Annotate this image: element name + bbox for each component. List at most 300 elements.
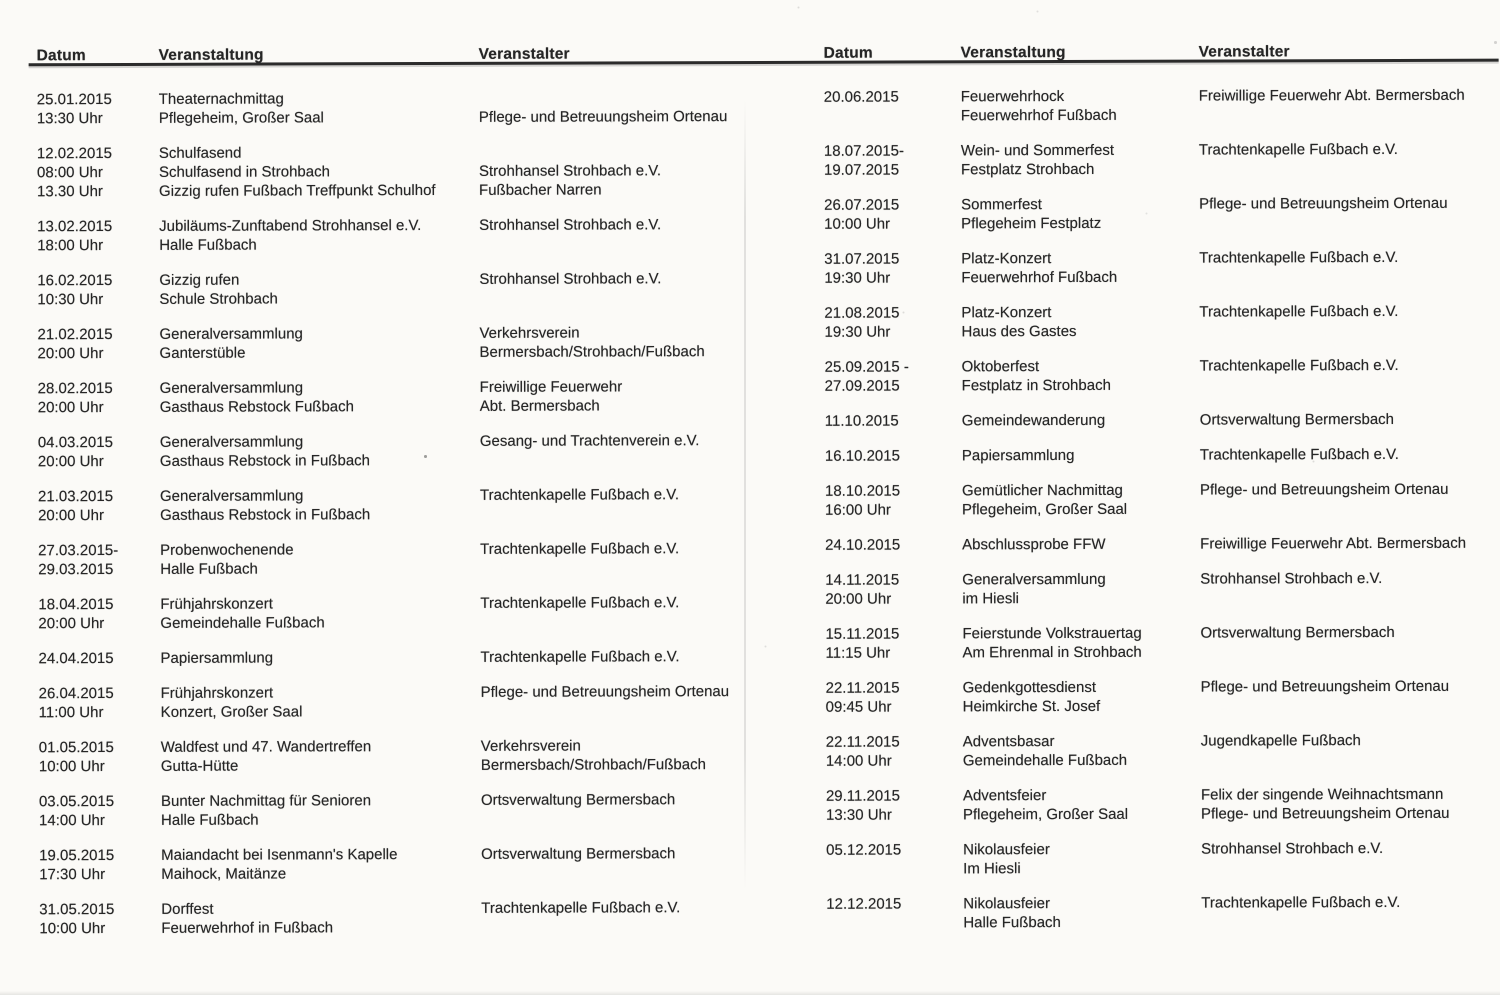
- entry-line: 13:30 Uhr: [36, 110, 103, 128]
- entry-line: Pflegeheim, Großer Saal: [962, 500, 1128, 519]
- veranstaltung-cell: [961, 195, 1199, 234]
- entry-line: [1199, 321, 1492, 341]
- entry-line: Theaternachmittag: [158, 90, 284, 108]
- event-entry: [39, 898, 755, 938]
- table-entries: [37, 88, 756, 938]
- veranstalter-cell: [1199, 302, 1492, 341]
- veranstalter-cell: [480, 485, 754, 524]
- veranstalter-cell: [1199, 248, 1492, 287]
- entry-line: [1199, 105, 1492, 125]
- event-entry: [826, 785, 1494, 825]
- entry-line: Gedenkgottesdienst: [962, 678, 1097, 697]
- entry-line: 17:30 Uhr: [39, 866, 106, 884]
- event-entry: [39, 790, 755, 830]
- entry-line: Frühjahrskonzert: [160, 595, 273, 613]
- veranstaltung-cell: [161, 899, 481, 938]
- event-entry: [39, 844, 755, 884]
- entry-line: 10:00 Uhr: [39, 920, 106, 938]
- entry-line: Ortsverwaltung Bermersbach: [1199, 410, 1395, 429]
- table-entries: [824, 86, 1495, 933]
- entry-line: [1199, 213, 1492, 233]
- datum-cell: [824, 141, 961, 179]
- veranstalter-cell: [479, 88, 753, 127]
- events-table-first-half: [37, 45, 756, 954]
- entry-line: Heimkirche St. Josef: [962, 697, 1101, 716]
- datum-cell: [825, 446, 962, 465]
- veranstalter-cell: [1200, 445, 1493, 465]
- event-entry: [38, 539, 754, 579]
- datum-cell: [825, 624, 962, 662]
- entry-line: 14:00 Uhr: [38, 812, 105, 830]
- entry-line: 19:30 Uhr: [824, 323, 891, 341]
- entry-line: 31.05.2015: [39, 900, 115, 919]
- datum-cell: [37, 217, 159, 255]
- entry-line: 11:15 Uhr: [825, 644, 891, 662]
- entry-line: Pflegeheim Festplatz: [961, 214, 1102, 233]
- event-entry: [38, 431, 754, 471]
- event-entry: [39, 682, 755, 722]
- datum-cell: [826, 840, 963, 878]
- datum-cell: [825, 535, 962, 554]
- entry-line: 04.03.2015: [37, 434, 113, 452]
- veranstalter-cell: [1199, 140, 1492, 179]
- entry-line: Schulfasend in Strohbach: [158, 163, 330, 181]
- entry-line: Ortsverwaltung Bermersbach: [1200, 623, 1395, 642]
- veranstaltung-cell: [962, 570, 1200, 609]
- event-entry: [825, 356, 1493, 396]
- entry-line: Freiwillige Feuerwehr Abt. Bermersbach: [1198, 86, 1465, 105]
- entry-line: Gizzig rufen Fußbach Treffpunkt Schulhof: [159, 181, 436, 200]
- entry-line: Generalversammlung: [159, 379, 304, 397]
- entry-line: Gizzig rufen: [159, 271, 240, 289]
- entry-line: Trachtenkapelle Fußbach e.V.: [480, 540, 680, 558]
- event-entry: [824, 194, 1492, 234]
- entry-line: im Hiesli: [962, 590, 1020, 608]
- entry-line: 16.10.2015: [824, 447, 900, 465]
- veranstaltung-cell: [161, 791, 481, 830]
- entry-line: 10:00 Uhr: [38, 758, 105, 776]
- entry-line: 20:00 Uhr: [38, 507, 104, 525]
- entry-line: 15.11.2015: [825, 625, 900, 643]
- entry-line: 25.01.2015: [36, 91, 112, 109]
- entry-line: Papiersammlung: [961, 446, 1075, 465]
- entry-line: Waldfest und 47. Wandertreffen: [160, 738, 372, 756]
- veranstalter-cell: [1201, 731, 1494, 770]
- entry-line: Frühjahrskonzert: [160, 684, 274, 702]
- entry-line: Trachtenkapelle Fußbach e.V.: [1199, 302, 1399, 321]
- event-entry: [37, 142, 753, 201]
- entry-line: [1200, 642, 1493, 662]
- entry-line: Generalversammlung: [962, 570, 1106, 589]
- veranstaltung-cell: [962, 624, 1200, 663]
- veranstalter-cell: [1199, 86, 1492, 125]
- veranstalter-cell: [1199, 194, 1492, 233]
- entry-line: 24.10.2015: [825, 536, 901, 554]
- datum-cell: [825, 481, 962, 519]
- entry-line: Strohhansel Strohbach e.V.: [479, 216, 662, 234]
- entry-line: 19.05.2015: [39, 846, 115, 865]
- datum-cell: [38, 541, 160, 579]
- veranstaltung-cell: [159, 89, 479, 128]
- entry-line: Trachtenkapelle Fußbach e.V.: [1199, 356, 1399, 375]
- veranstaltung-cell: [159, 143, 479, 201]
- event-entry: [825, 445, 1493, 466]
- events-table-second-half: [824, 43, 1495, 949]
- entry-line: 31.07.2015: [824, 250, 900, 268]
- entry-line: 20:00 Uhr: [37, 345, 104, 363]
- entry-line: 16:00 Uhr: [825, 501, 891, 519]
- datum-cell: [824, 195, 961, 233]
- veranstaltung-cell: [160, 432, 480, 471]
- entry-line: Oktoberfest: [961, 358, 1040, 376]
- datum-cell: [826, 732, 963, 770]
- entry-line: [479, 88, 753, 108]
- veranstaltung-cell: [962, 535, 1200, 555]
- event-entry: [825, 410, 1493, 431]
- entry-line: 10:00 Uhr: [824, 215, 891, 233]
- veranstaltung-cell: [963, 786, 1201, 825]
- veranstalter-cell: [480, 593, 754, 632]
- event-entry: [826, 731, 1494, 771]
- veranstalter-cell: [1201, 893, 1494, 932]
- entry-line: 19.07.2015: [823, 161, 900, 179]
- entry-line: Feuerwehrhof Fußbach: [961, 268, 1118, 287]
- veranstaltung-cell: [161, 845, 481, 884]
- entry-line: 14.11.2015: [825, 571, 900, 589]
- datum-cell: [38, 487, 160, 525]
- entry-line: Bunter Nachmittag für Senioren: [160, 792, 372, 810]
- entry-line: Platz-Konzert: [961, 250, 1052, 268]
- event-entry: [825, 569, 1493, 609]
- entry-line: Abt. Bermersbach: [479, 397, 600, 415]
- datum-cell: [824, 303, 961, 341]
- veranstaltung-cell: [961, 303, 1199, 342]
- veranstalter-cell: [480, 647, 754, 667]
- entry-line: [1201, 696, 1494, 716]
- entry-line: Generalversammlung: [159, 433, 304, 451]
- entry-line: 27.03.2015-: [38, 541, 119, 560]
- entry-line: 19:30 Uhr: [824, 269, 891, 287]
- event-entry: [38, 377, 754, 417]
- datum-cell: [37, 325, 159, 363]
- entry-line: Bermersbach/Strohbach/Fußbach: [480, 756, 706, 774]
- veranstaltung-cell: [963, 732, 1201, 771]
- entry-line: Sommerfest: [961, 196, 1042, 214]
- entry-line: Nikolausfeier: [963, 895, 1051, 913]
- entry-line: 09:45 Uhr: [825, 698, 892, 716]
- entry-line: Trachtenkapelle Fußbach e.V.: [479, 486, 680, 504]
- veranstalter-cell: [1200, 480, 1493, 519]
- entry-line: Trachtenkapelle Fußbach e.V.: [480, 648, 680, 666]
- entry-line: Trachtenkapelle Fußbach e.V.: [1199, 445, 1399, 464]
- veranstalter-cell: [479, 323, 753, 362]
- entry-line: [1201, 750, 1494, 770]
- entry-line: [481, 701, 755, 721]
- entry-line: Feuerwehrhof in Fußbach: [161, 919, 334, 937]
- table-header-row: [37, 45, 753, 64]
- veranstaltung-cell: [159, 324, 479, 363]
- entry-line: 29.11.2015: [825, 787, 900, 805]
- entry-line: Generalversammlung: [159, 325, 303, 343]
- entry-line: Freiwillige Feuerwehr: [479, 378, 623, 396]
- veranstalter-cell: [479, 142, 753, 200]
- event-entry: [824, 86, 1492, 126]
- datum-cell: [37, 144, 159, 201]
- column-header-veranstaltung: Veranstaltung: [960, 44, 1066, 62]
- veranstalter-cell: [1200, 410, 1493, 430]
- entry-line: Gasthaus Rebstock in Fußbach: [159, 452, 371, 470]
- entry-line: 20:00 Uhr: [37, 399, 104, 417]
- entry-line: Pflegeheim, Großer Saal: [158, 109, 324, 127]
- entry-line: 21.08.2015: [824, 304, 900, 322]
- datum-cell: [826, 786, 963, 824]
- entry-line: Abschlussprobe FFW: [962, 535, 1106, 554]
- entry-line: Jugendkapelle Fußbach: [1200, 732, 1361, 750]
- veranstaltung-cell: [161, 683, 481, 722]
- entry-line: 01.05.2015: [38, 738, 114, 757]
- entry-line: [1201, 858, 1494, 878]
- veranstalter-cell: [481, 736, 755, 775]
- entry-line: 18:00 Uhr: [37, 237, 104, 255]
- entry-line: [1200, 588, 1493, 608]
- entry-line: Ortsverwaltung Bermersbach: [480, 791, 676, 809]
- veranstalter-cell: [1200, 569, 1493, 608]
- datum-cell: [38, 379, 160, 417]
- event-entry: [826, 677, 1494, 717]
- veranstaltung-cell: [159, 216, 479, 255]
- entry-line: 21.03.2015: [37, 488, 114, 506]
- column-header-veranstalter: Veranstalter: [1198, 43, 1290, 61]
- entry-line: Verkehrsverein: [479, 324, 580, 342]
- entry-line: Gemeindehalle Fußbach: [160, 614, 325, 632]
- entry-line: [1201, 912, 1494, 932]
- entry-line: Feuerwehrhock: [960, 88, 1065, 106]
- column-header-datum: Datum: [36, 47, 86, 65]
- veranstaltung-cell: [961, 141, 1199, 180]
- veranstalter-cell: [481, 682, 755, 721]
- entry-line: Pflege- und Betreuungsheim Ortenau: [478, 108, 728, 126]
- datum-cell: [826, 894, 963, 932]
- veranstalter-cell: [479, 269, 753, 308]
- entry-line: [1199, 159, 1492, 179]
- veranstaltung-cell: [160, 486, 480, 525]
- datum-cell: [39, 792, 161, 830]
- entry-line: Jubiläums-Zunftabend Strohhansel e.V.: [159, 217, 422, 235]
- veranstalter-cell: [1200, 356, 1493, 395]
- entry-line: Pflege- und Betreuungsheim Ortenau: [480, 683, 730, 701]
- veranstalter-cell: [1200, 623, 1493, 662]
- entry-line: 18.07.2015-: [823, 142, 905, 160]
- entry-line: 12.12.2015: [826, 895, 902, 913]
- event-entry: [826, 893, 1494, 933]
- entry-line: Halle Fußbach: [963, 914, 1061, 932]
- column-header-veranstaltung: Veranstaltung: [158, 46, 264, 64]
- entry-line: 08:00 Uhr: [36, 164, 103, 182]
- entry-line: Freiwillige Feuerwehr Abt. Bermersbach: [1200, 534, 1467, 553]
- datum-cell: [39, 846, 161, 884]
- entry-line: 18.04.2015: [38, 596, 114, 614]
- entry-line: Maiandacht bei Isenmann's Kapelle: [161, 846, 398, 864]
- entry-line: 28.02.2015: [37, 380, 113, 398]
- entry-line: Gemütlicher Nachmittag: [961, 481, 1123, 500]
- event-entry: [39, 736, 755, 776]
- veranstalter-cell: [481, 790, 755, 829]
- entry-line: [480, 558, 754, 578]
- entry-line: Maihock, Maitänze: [161, 865, 287, 883]
- entry-line: [1199, 267, 1492, 287]
- entry-line: 18.10.2015: [824, 482, 901, 500]
- entry-line: 03.05.2015: [38, 792, 115, 811]
- datum-cell: [39, 738, 161, 776]
- datum-cell: [826, 678, 963, 716]
- table-header-row: [824, 43, 1492, 62]
- veranstalter-cell: [481, 898, 755, 937]
- datum-cell: [825, 357, 962, 395]
- veranstalter-cell: [1201, 785, 1494, 824]
- datum-cell: [825, 411, 962, 430]
- entry-line: 11.10.2015: [824, 412, 899, 430]
- entry-line: [480, 450, 754, 470]
- entry-line: 10:30 Uhr: [37, 291, 104, 309]
- entry-line: Schule Strohbach: [159, 290, 278, 308]
- scan-noise-speckles: [0, 0, 1, 1]
- datum-cell: [37, 90, 159, 128]
- event-entry: [824, 302, 1492, 342]
- entry-line: Pflege- und Betreuungsheim Ortenau: [1199, 194, 1448, 213]
- entry-line: Adventsfeier: [962, 787, 1047, 805]
- event-entry: [825, 534, 1493, 555]
- datum-cell: [824, 249, 961, 287]
- entry-line: Feuerwehrhof Fußbach: [960, 106, 1117, 125]
- veranstaltung-cell: [962, 446, 1200, 466]
- entry-line: Gemeindehalle Fußbach: [962, 751, 1128, 770]
- datum-cell: [825, 570, 962, 608]
- entry-line: 22.11.2015: [825, 679, 900, 697]
- datum-cell: [824, 87, 961, 125]
- entry-line: 11:00 Uhr: [38, 704, 104, 722]
- entry-line: [481, 863, 755, 883]
- entry-line: Adventsbasar: [962, 733, 1055, 751]
- entry-line: 22.11.2015: [825, 733, 900, 751]
- entry-line: Verkehrsverein: [480, 737, 581, 755]
- entry-line: Wein- und Sommerfest: [960, 141, 1115, 160]
- entry-line: Trachtenkapelle Fußbach e.V.: [480, 594, 680, 612]
- entry-line: Haus des Gastes: [961, 322, 1077, 341]
- entry-line: [480, 612, 754, 632]
- entry-line: Konzert, Großer Saal: [160, 703, 303, 721]
- entry-line: 05.12.2015: [826, 841, 902, 859]
- entry-line: [1200, 499, 1493, 519]
- entry-line: Strohhansel Strohbach e.V.: [1201, 840, 1384, 858]
- entry-line: Halle Fußbach: [160, 560, 258, 578]
- entry-line: 20:00 Uhr: [38, 615, 105, 633]
- entry-line: 20:00 Uhr: [37, 453, 104, 471]
- entry-line: 21.02.2015: [37, 326, 113, 344]
- column-header-datum: Datum: [823, 44, 873, 62]
- entry-line: Generalversammlung: [159, 487, 304, 505]
- veranstaltung-cell: [961, 249, 1199, 288]
- entry-line: Festplatz in Strohbach: [961, 376, 1111, 395]
- entry-line: Gesang- und Trachtenverein e.V.: [479, 432, 700, 450]
- event-entry: [825, 623, 1493, 663]
- entry-line: Halle Fußbach: [159, 236, 257, 254]
- entry-line: [479, 234, 753, 254]
- entry-line: Gutta-Hütte: [160, 757, 239, 775]
- veranstaltung-cell: [160, 378, 480, 417]
- entry-line: Nikolausfeier: [963, 841, 1050, 859]
- event-entry: [824, 248, 1492, 288]
- entry-line: Strohhansel Strohbach e.V.: [479, 270, 662, 288]
- entry-line: Ortsverwaltung Bermersbach: [481, 845, 676, 863]
- entry-line: Ganterstüble: [159, 344, 246, 362]
- entry-line: 26.04.2015: [38, 685, 114, 703]
- datum-cell: [38, 595, 160, 633]
- veranstalter-cell: [1201, 839, 1494, 878]
- entry-line: Platz-Konzert: [961, 304, 1052, 322]
- event-entry: [37, 269, 753, 309]
- veranstaltung-cell: [961, 87, 1199, 126]
- entry-line: Strohhansel Strohbach e.V.: [1200, 570, 1383, 588]
- scan-bottom-edge-shadow: [0, 991, 1500, 995]
- entry-line: 13.30 Uhr: [37, 183, 103, 201]
- scan-crease-artifact: [744, 100, 746, 890]
- column-header-veranstalter: Veranstalter: [478, 45, 570, 63]
- veranstalter-cell: [481, 844, 755, 883]
- veranstaltung-cell: [962, 481, 1200, 520]
- entry-line: 25.09.2015 -: [824, 358, 909, 376]
- entry-line: 24.04.2015: [38, 650, 114, 668]
- entry-line: [479, 142, 753, 162]
- entry-line: [479, 288, 753, 308]
- entry-line: 12.02.2015: [36, 145, 113, 163]
- veranstalter-cell: [480, 377, 754, 416]
- datum-cell: [37, 271, 159, 309]
- entry-line: Trachtenkapelle Fußbach e.V.: [481, 899, 681, 917]
- entry-line: [1200, 375, 1493, 395]
- entry-line: [480, 504, 754, 524]
- entry-line: 20.06.2015: [823, 88, 899, 106]
- entry-line: Bermersbach/Strohbach/Fußbach: [479, 343, 705, 361]
- datum-cell: [38, 433, 160, 471]
- datum-cell: [39, 684, 161, 722]
- veranstalter-cell: [1201, 677, 1494, 716]
- event-entry: [826, 839, 1494, 879]
- entry-line: Am Ehrenmal in Strohbach: [962, 643, 1142, 662]
- entry-line: 26.07.2015: [824, 196, 900, 214]
- veranstaltung-cell: [963, 894, 1201, 933]
- entry-line: Probenwochenende: [160, 541, 294, 559]
- event-entry: [825, 480, 1493, 520]
- event-entry: [38, 593, 754, 633]
- datum-cell: [38, 649, 160, 668]
- veranstaltung-cell: [161, 737, 481, 776]
- entry-line: Schulfasend: [158, 144, 242, 162]
- entry-line: 13.02.2015: [37, 218, 113, 236]
- entry-line: [481, 917, 755, 937]
- entry-line: 27.09.2015: [824, 377, 900, 395]
- entry-line: Halle Fußbach: [160, 811, 259, 829]
- entry-line: Pflegeheim, Großer Saal: [962, 805, 1129, 824]
- entry-line: 13:30 Uhr: [825, 806, 892, 824]
- entry-line: [481, 809, 755, 829]
- entry-line: Trachtenkapelle Fußbach e.V.: [1199, 248, 1399, 267]
- event-entry: [37, 215, 753, 255]
- veranstaltung-cell: [160, 594, 480, 633]
- event-entry: [37, 88, 753, 128]
- entry-line: 16.02.2015: [37, 272, 113, 290]
- veranstaltung-cell: [160, 540, 480, 579]
- entry-line: Gasthaus Rebstock Fußbach: [159, 398, 355, 416]
